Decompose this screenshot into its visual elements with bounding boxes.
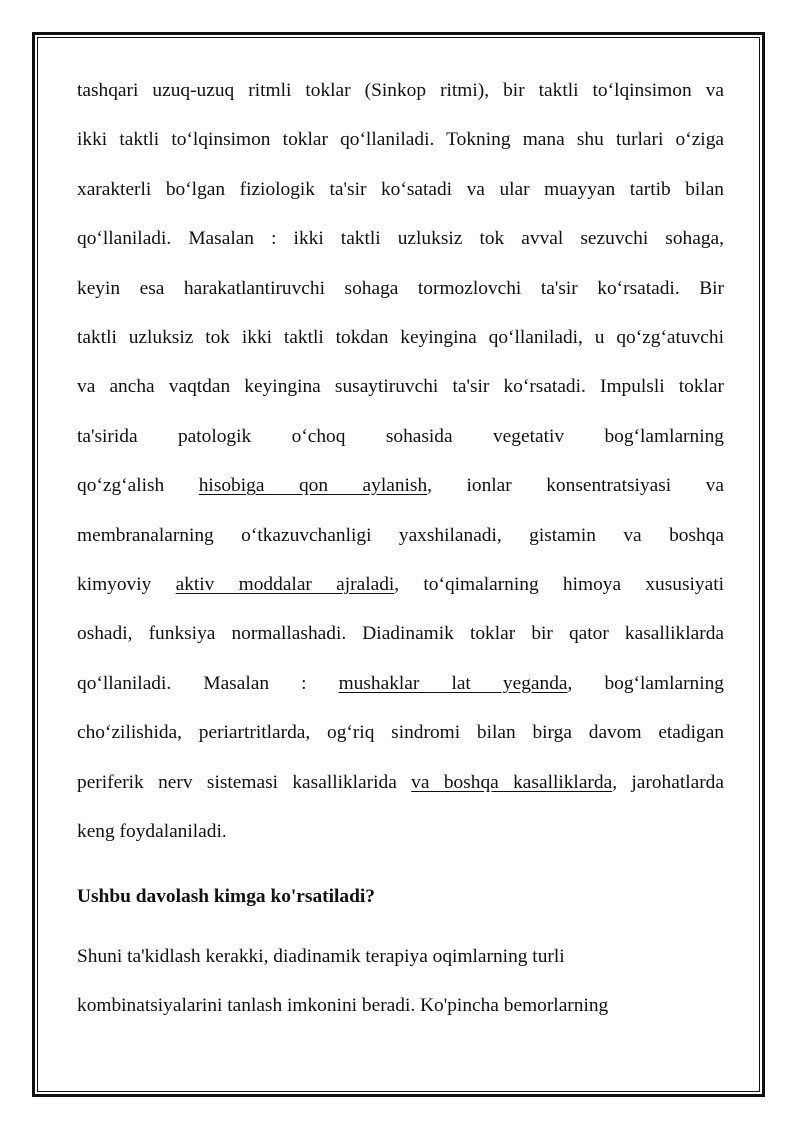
text-line bbox=[77, 807, 724, 856]
text-line bbox=[77, 511, 724, 560]
text-run: qo‘zg‘alish bbox=[77, 475, 199, 497]
text-line bbox=[77, 758, 724, 807]
underlined-phrase: va boshqa kasalliklarda bbox=[411, 771, 613, 793]
text-run: membranalarning o‘tkazuvchanligi yaxshilanadi, gistamin va boshqa bbox=[77, 524, 724, 546]
text-line bbox=[77, 708, 724, 757]
text-run: ta'sirida patologik o‘choq sohasida vegetativ bog‘lamlarning bbox=[77, 425, 724, 447]
text-run: tashqari uzuq-uzuq ritmli toklar (Sinkop ritmi), bir taktli to‘lqinsimon va bbox=[77, 80, 724, 101]
text-run: periferik nerv sistemasi kasalliklarida bbox=[77, 771, 412, 793]
document-body bbox=[77, 66, 724, 857]
text-run: , to‘qimalarning himoya xususiyati bbox=[394, 574, 725, 596]
paragraph-indications bbox=[77, 932, 724, 1030]
text-line bbox=[77, 412, 724, 461]
text-line bbox=[77, 165, 724, 214]
text-run: , ionlar konsentratsiyasi va bbox=[427, 475, 724, 497]
text-run: kimyoviy bbox=[77, 574, 176, 596]
text-line bbox=[77, 264, 724, 313]
text-line bbox=[77, 214, 724, 263]
text-run: taktli uzluksiz tok ikki taktli tokdan keyingina qo‘llaniladi, u qo‘zg‘atuvchi bbox=[77, 327, 724, 349]
text-line bbox=[77, 461, 724, 510]
text-run: va ancha vaqtdan keyingina susaytiruvchi ta'sir ko‘rsatadi. Impulsli toklar bbox=[77, 376, 724, 398]
text-line bbox=[77, 609, 724, 658]
underlined-phrase: aktiv moddalar ajraladi bbox=[175, 574, 395, 596]
text-line: Shuni ta'kidlash kerakki, diadinamik terapiya oqimlarning turli bbox=[77, 946, 565, 967]
text-run: ikki taktli to‘lqinsimon toklar qo‘llaniladi. Tokning mana shu turlari o‘ziga bbox=[77, 129, 724, 151]
text-run: , jarohatlarda bbox=[612, 771, 724, 793]
text-line bbox=[77, 362, 724, 411]
text-run: qo‘llaniladi. Masalan : bbox=[77, 672, 339, 694]
text-line bbox=[77, 66, 724, 115]
text-run: keng foydalaniladi. bbox=[77, 821, 227, 843]
text-run: qo‘llaniladi. Masalan : ikki taktli uzluksiz tok avval sezuvchi sohaga, bbox=[77, 228, 724, 250]
text-run: keyin esa harakatlantiruvchi sohaga tormozlovchi ta'sir ko‘rsatadi. Bir bbox=[77, 277, 724, 299]
underlined-phrase: hisobiga qon aylanish bbox=[198, 475, 428, 497]
text-line bbox=[77, 560, 724, 609]
text-run: , bog‘lamlarning bbox=[567, 672, 724, 694]
text-run: oshadi, funksiya normallashadi. Diadinamik toklar bir qator kasalliklarda bbox=[77, 623, 724, 645]
underlined-phrase: mushaklar lat yeganda bbox=[338, 672, 568, 694]
text-line bbox=[77, 313, 724, 362]
text-line bbox=[77, 659, 724, 708]
section-heading: Ushbu davolash kimga ko'rsatiladi? bbox=[77, 886, 375, 907]
text-run: cho‘zilishida, periartritlarda, og‘riq sindromi bilan birga davom etadigan bbox=[77, 722, 724, 744]
text-line bbox=[77, 115, 724, 164]
text-run: xarakterli bo‘lgan fiziologik ta'sir ko‘satadi va ular muayyan tartib bilan bbox=[77, 178, 724, 200]
paragraph-diadynamic-currents bbox=[77, 66, 724, 857]
text-line: kombinatsiyalarini tanlash imkonini beradi. Ko'pincha bemorlarning bbox=[77, 995, 609, 1016]
